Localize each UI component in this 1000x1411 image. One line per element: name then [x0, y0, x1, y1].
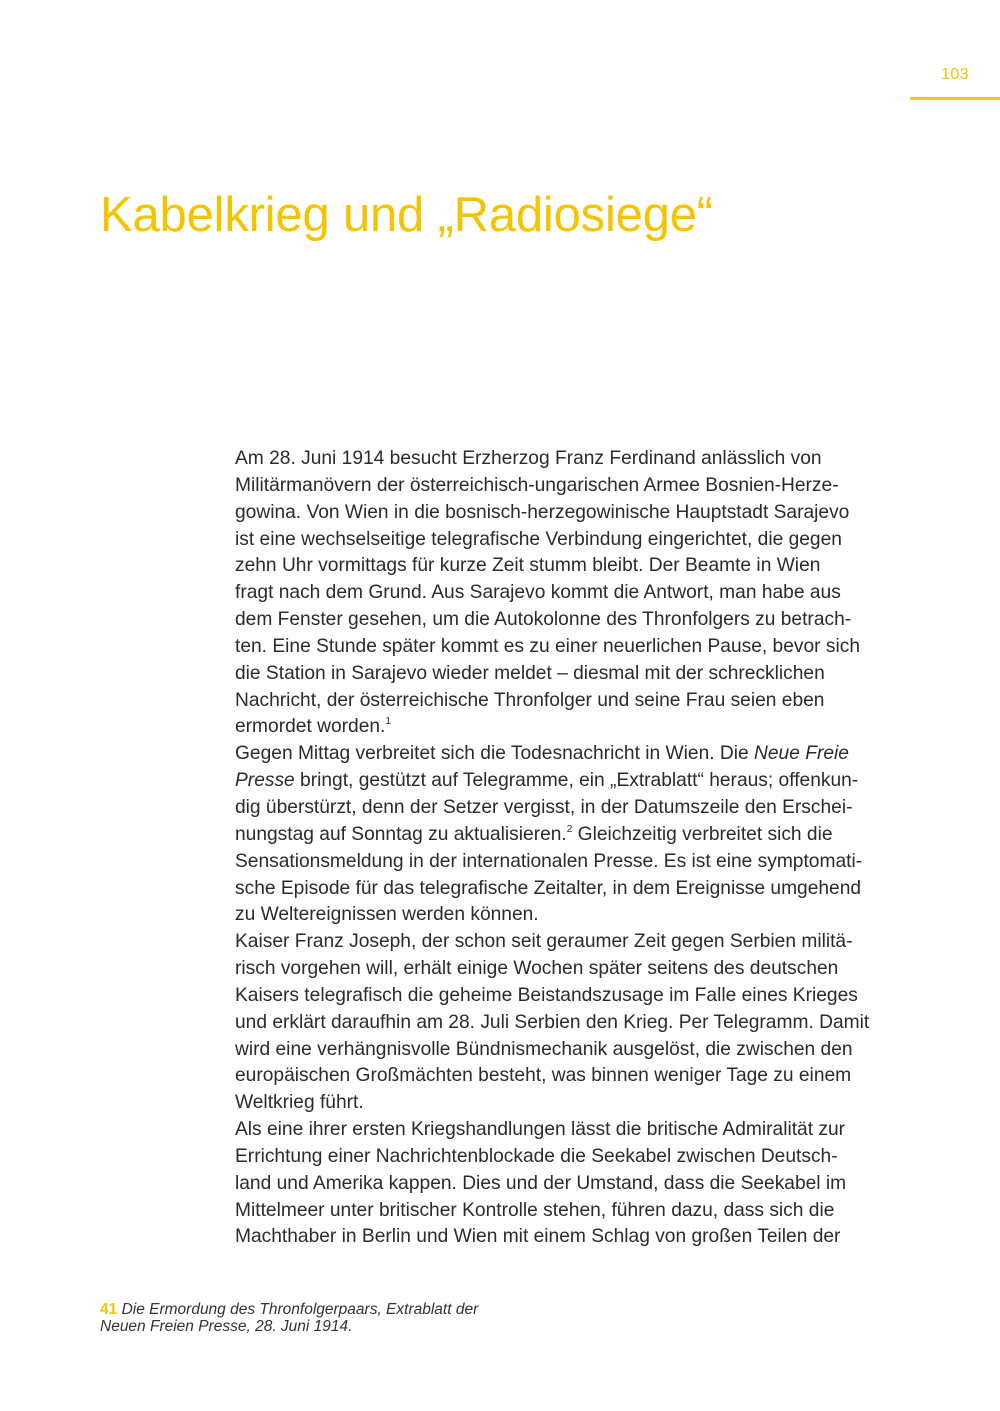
- body-line: Am 28. Juni 1914 besucht Erzherzog Franz Ferdinand anlässlich von: [235, 448, 822, 469]
- body-line: ermordet worden.$^1$: [235, 716, 391, 738]
- figure-number: 41: [100, 1301, 118, 1318]
- footnote-ref-2[interactable]: 2: [566, 823, 573, 835]
- caption-line-2: Neuen Freien Presse, 28. Juni 1914.: [100, 1318, 353, 1335]
- body-text: [235, 446, 895, 1251]
- body-line: ist eine wechselseitige telegrafische Verbindung eingerichtet, die gegen: [235, 528, 842, 550]
- body-line: ten. Eine Stunde später kommt es zu einer neuerlichen Pause, bevor sich: [235, 635, 861, 657]
- page-number: 103: [941, 66, 969, 83]
- body-line: Errichtung einer Nachrichtenblockade die Seekabel zwischen Deutsch-: [235, 1145, 838, 1167]
- body-line: dem Fenster gesehen, um die Autokolonne des Thronfolgers zu betrach-: [235, 609, 852, 631]
- body-line: Kaisers telegrafisch die geheime Beistandszusage im Falle eines Krieges: [235, 984, 858, 1006]
- footnote-ref-1[interactable]: 1: [385, 716, 391, 728]
- body-line: Machthaber in Berlin und Wien mit einem Schlag von großen Teilen der: [235, 1226, 841, 1248]
- page-number-rule: [910, 97, 1000, 100]
- body-line: Mittelmeer unter britischer Kontrolle stehen, führen dazu, dass sich die: [235, 1199, 835, 1221]
- caption-line-1: Die Ermordung des Thronfolgerpaars, Extrablatt der: [121, 1301, 479, 1318]
- body-line: die Station in Sarajevo wieder meldet – diesmal mit der schrecklichen: [235, 662, 825, 684]
- body-line: gowina. Von Wien in die bosnisch-herzegowinische Hauptstadt Sarajevo: [235, 501, 850, 523]
- body-line: Gegen Mittag verbreitet sich die Todesnachricht in Wien. Die Neue Freie: [235, 743, 849, 765]
- body-line: zehn Uhr vormittags für kurze Zeit stumm bleibt. Der Beamte in Wien: [235, 555, 821, 577]
- body-line: Presse bringt, gestützt auf Telegramme, ein „Extrablatt“ heraus; offenkun-: [235, 770, 859, 792]
- chapter-title: Kabelkrieg und „Radiosiege“: [100, 188, 713, 242]
- newspaper-title: Neue Freie: [754, 743, 849, 765]
- body-line: sche Episode für das telegrafische Zeitalter, in dem Ereignisse umgehend: [235, 877, 862, 899]
- body-line: land und Amerika kappen. Dies und der Umstand, dass die Seekabel im: [235, 1172, 847, 1194]
- body-line: Kaiser Franz Joseph, der schon seit geraumer Zeit gegen Serbien militä-: [235, 931, 853, 953]
- body-line: Weltkrieg führt.: [235, 1092, 364, 1114]
- body-line: und erklärt daraufhin am 28. Juli Serbien den Krieg. Per Telegramm. Damit: [235, 1011, 870, 1033]
- body-line: zu Weltereignissen werden können.: [235, 904, 539, 926]
- body-line: Als eine ihrer ersten Kriegshandlungen lässt die britische Admiralität zur: [235, 1119, 846, 1141]
- body-line: Militärmanövern der österreichisch-ungarischen Armee Bosnien-Herze-: [235, 474, 839, 496]
- body-line: nungstag auf Sonntag zu aktualisieren.$^2$ Gleichzeitig verbreitet sich die: [235, 823, 833, 845]
- figure-caption: [100, 1301, 540, 1335]
- newspaper-title: Presse: [235, 770, 295, 792]
- body-line: Nachricht, der österreichische Thronfolger und seine Frau seien eben: [235, 689, 825, 711]
- body-line: europäischen Großmächten besteht, was binnen weniger Tage zu einem: [235, 1065, 852, 1087]
- body-line: risch vorgehen will, erhält einige Wochen später seitens des deutschen: [235, 958, 839, 980]
- body-line: Sensationsmeldung in der internationalen Presse. Es ist eine symptomati-: [235, 850, 863, 872]
- body-line: wird eine verhängnisvolle Bündnismechanik ausgelöst, die zwischen den: [235, 1038, 853, 1060]
- body-line: fragt nach dem Grund. Aus Sarajevo kommt die Antwort, man habe aus: [235, 582, 841, 604]
- body-line: dig überstürzt, denn der Setzer vergisst, in der Datumszeile den Erschei-: [235, 796, 853, 818]
